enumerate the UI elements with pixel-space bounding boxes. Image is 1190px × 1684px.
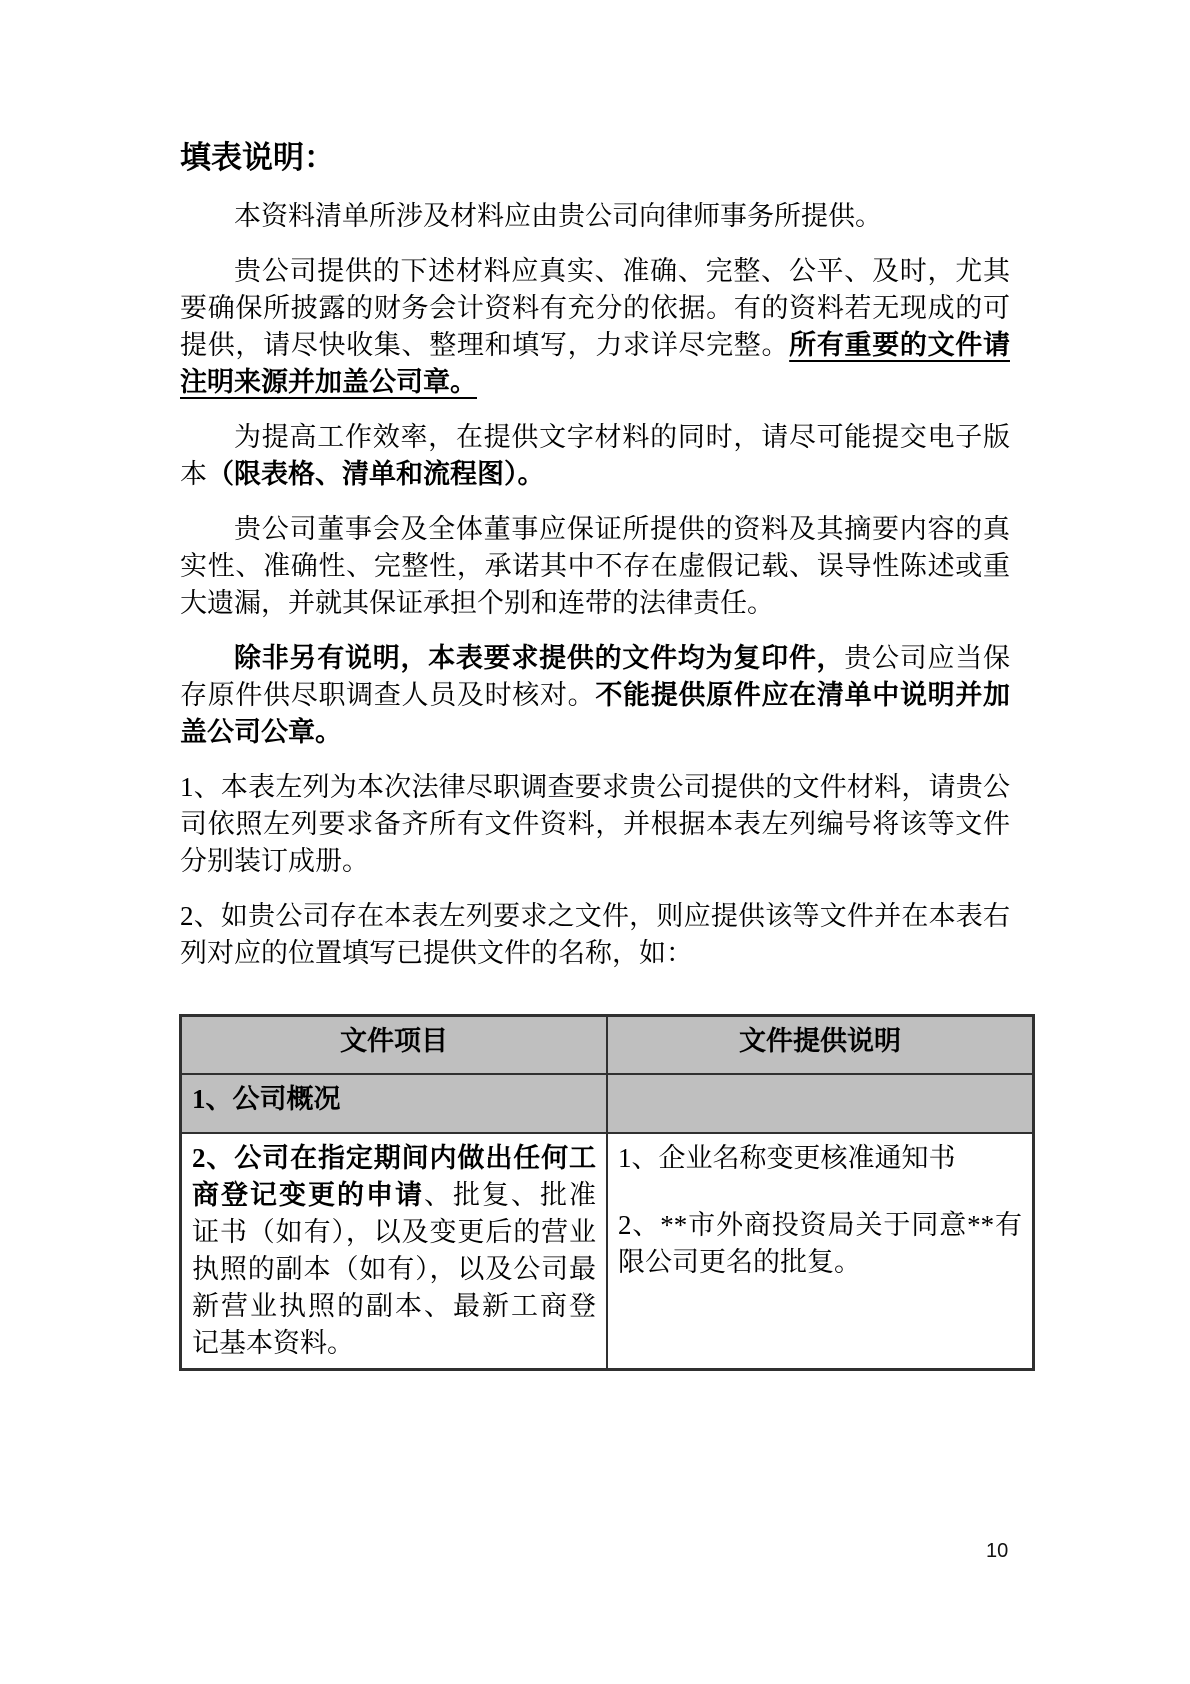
paragraph-copies-originals [180, 640, 1010, 751]
item-requirement-emphasis: 2、公司在指定期间内做出任何工商登记变更的申请 [192, 1142, 596, 1210]
copies-normal-text: 贵公司应当保存原件供尽职调查人员及时核对。 [180, 643, 1011, 710]
table-row-company-overview [181, 1074, 1034, 1133]
page-title: 填表说明： [180, 140, 335, 175]
note-1-text: 1、本表左列为本次法律尽职调查要求贵公司提供的文件材料，请贵公司依照左列要求备齐所有文件资料，并根据本表左列编号将该等文件分别装订成册。 [180, 772, 1010, 876]
table-row-registration-changes [181, 1133, 1034, 1370]
table-body [181, 1074, 1034, 1370]
section-title-text: 1、公司概况 [192, 1083, 341, 1114]
paragraph-note-2 [180, 898, 1010, 972]
paragraph-intro [180, 198, 1010, 235]
paragraph-electronic-version [180, 419, 1010, 493]
page-number: 10 [986, 1540, 1009, 1562]
provided-document-1: 1、企业名称变更核准通知书 [618, 1142, 956, 1173]
materials-requirements-emphasis: 所有重要的文件请注明来源并加盖公司章。 [180, 330, 1010, 397]
copies-emphasis: 除非另有说明，本表要求提供的文件均为复印件， [234, 643, 845, 673]
paragraph-note-1 [180, 769, 1010, 880]
electronic-version-emphasis: （限表格、清单和流程图）。 [207, 459, 545, 489]
provided-document-2: 2、**市外商投资局关于同意**有限公司更名的批复。 [618, 1209, 1022, 1277]
cell-section-title [181, 1074, 608, 1133]
document-body [180, 138, 1022, 1371]
document-checklist-table [179, 1014, 1035, 1371]
electronic-version-text: 为提高工作效率，在提供文字材料的同时，请尽可能提交电子版本 [180, 422, 1010, 489]
board-guarantee-text: 贵公司董事会及全体董事应保证所提供的资料及其摘要内容的真实性、准确性、完整性，承诺其中不存在虚假记载、误导性陈述或重大遗漏，并就其保证承担个别和连带的法律责任。 [180, 514, 1010, 618]
paragraph-board-guarantee [180, 511, 1010, 622]
column-header-document-item: 文件项目 [181, 1016, 608, 1074]
paragraph-materials-requirements [180, 253, 1010, 401]
paragraph-intro-text: 本资料清单所涉及材料应由贵公司向律师事务所提供。 [234, 201, 882, 231]
cell-section-description-empty [607, 1074, 1034, 1133]
cell-item-requirement [181, 1133, 608, 1370]
originals-emphasis: 不能提供原件应在清单中说明并加盖公司公章。 [180, 680, 1011, 747]
item-requirement-text: 、批复、批准证书（如有），以及变更后的营业执照的副本（如有），以及公司最新营业执照的副本、最新工商登记基本资料。 [192, 1179, 596, 1358]
table-header [181, 1016, 1034, 1074]
table-header-row [181, 1016, 1034, 1074]
cell-item-description [607, 1133, 1034, 1370]
column-header-document-provided: 文件提供说明 [607, 1016, 1034, 1074]
note-2-text: 2、如贵公司存在本表左列要求之文件，则应提供该等文件并在本表右列对应的位置填写已提供文件的名称，如： [180, 901, 1010, 968]
materials-requirements-text: 贵公司提供的下述材料应真实、准确、完整、公平、及时，尤其要确保所披露的财务会计资料有充分的依据。有的资料若无现成的可提供，请尽快收集、整理和填写，力求详尽完整。 [180, 256, 1010, 360]
